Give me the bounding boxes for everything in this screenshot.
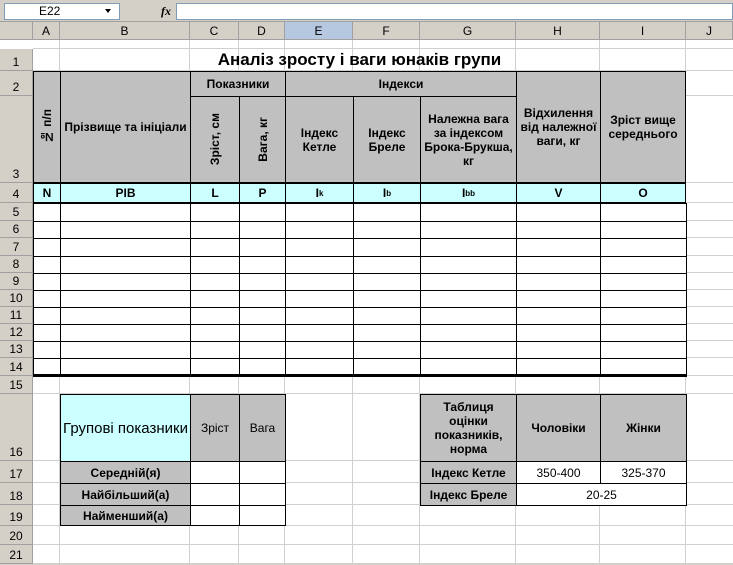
group-row-label: Найменший(а) xyxy=(60,505,191,526)
row-header[interactable]: 12 xyxy=(0,324,33,341)
table-cell[interactable] xyxy=(33,324,61,342)
row-header[interactable]: 4 xyxy=(0,183,33,203)
row-header[interactable]: 5 xyxy=(0,203,33,221)
table-cell[interactable] xyxy=(516,221,601,239)
table-cell[interactable] xyxy=(353,324,421,342)
table-cell[interactable] xyxy=(33,290,61,308)
column-header[interactable]: H xyxy=(516,22,600,40)
code-ib: I b xyxy=(353,183,421,203)
table-cell[interactable] xyxy=(60,221,191,239)
table-cell[interactable] xyxy=(600,341,687,359)
table-cell[interactable] xyxy=(420,290,517,308)
row-header[interactable]: 13 xyxy=(0,341,33,358)
group-col-height: Зріст xyxy=(190,394,240,462)
table-cell[interactable] xyxy=(285,203,354,222)
column-header[interactable]: B xyxy=(60,22,190,40)
row-header[interactable]: 21 xyxy=(0,545,33,564)
table-cell[interactable] xyxy=(33,256,61,274)
table-cell[interactable] xyxy=(600,221,687,239)
header-height: Зріст, см xyxy=(190,96,240,183)
table-cell[interactable] xyxy=(33,307,61,325)
table-cell[interactable] xyxy=(516,290,601,308)
table-cell[interactable] xyxy=(420,256,517,274)
table-cell[interactable] xyxy=(285,307,354,325)
header-indicators: Показники xyxy=(190,71,286,97)
header-ketle: Індекс Кетле xyxy=(285,96,354,183)
row-header[interactable]: 19 xyxy=(0,505,33,526)
table-cell[interactable] xyxy=(285,256,354,274)
norms-ketle-men[interactable]: 350-400 xyxy=(516,461,601,484)
group-row-label: Найбільший(а) xyxy=(60,483,191,506)
code-v: V xyxy=(516,183,601,203)
table-cell[interactable] xyxy=(353,203,421,222)
table-cell[interactable] xyxy=(239,341,286,359)
table-cell[interactable] xyxy=(239,324,286,342)
table-cell[interactable] xyxy=(33,221,61,239)
gridline xyxy=(33,544,733,545)
column-header[interactable]: A xyxy=(33,22,60,40)
table-cell[interactable] xyxy=(420,307,517,325)
header-indices: Індекси xyxy=(285,71,517,97)
table-cell[interactable] xyxy=(516,324,601,342)
table-cell[interactable] xyxy=(420,324,517,342)
table-cell[interactable] xyxy=(285,221,354,239)
norms-men: Чоловіки xyxy=(516,394,601,462)
table-cell[interactable] xyxy=(239,221,286,239)
table-cell[interactable] xyxy=(600,256,687,274)
sheet-title: Аналіз зросту і ваги юнаків групи xyxy=(217,50,502,69)
header-broca: Належна вага за індексом Брока-Брукша, кг xyxy=(420,96,517,183)
table-cell[interactable] xyxy=(420,221,517,239)
row-header[interactable]: 2 xyxy=(0,71,33,96)
fx-icon[interactable]: fx xyxy=(161,4,171,18)
table-cell[interactable] xyxy=(285,238,354,257)
row-header[interactable]: 9 xyxy=(0,273,33,290)
row-header[interactable]: 8 xyxy=(0,256,33,273)
select-all-corner[interactable] xyxy=(0,22,33,40)
group-row-label: Середній(я) xyxy=(60,461,191,484)
code-ik: I k xyxy=(285,183,354,203)
table-cell[interactable] xyxy=(600,273,687,291)
column-header[interactable]: D xyxy=(239,22,285,40)
table-cell[interactable] xyxy=(190,203,240,222)
table-cell[interactable] xyxy=(516,256,601,274)
code-p: P xyxy=(239,183,286,203)
table-cell[interactable] xyxy=(190,341,240,359)
table-cell[interactable] xyxy=(353,221,421,239)
row-header[interactable]: 10 xyxy=(0,290,33,307)
row-header[interactable]: 6 xyxy=(0,221,33,238)
table-cell[interactable] xyxy=(285,273,354,291)
row-header[interactable]: 14 xyxy=(0,358,33,376)
table-cell[interactable] xyxy=(516,273,601,291)
table-cell[interactable] xyxy=(239,273,286,291)
norms-title: Таблиця оцінки показників, норма xyxy=(420,394,517,462)
norms-brele-value[interactable]: 20-25 xyxy=(516,483,687,506)
table-cell[interactable] xyxy=(420,238,517,257)
code-ibb: I bb xyxy=(420,183,517,203)
header-weight: Вага, кг xyxy=(239,96,286,183)
table-cell[interactable] xyxy=(33,203,61,222)
chevron-down-icon[interactable] xyxy=(105,9,111,13)
table-cell[interactable] xyxy=(239,256,286,274)
code-o: O xyxy=(600,183,686,203)
table-cell[interactable] xyxy=(60,307,191,325)
column-header[interactable]: I xyxy=(600,22,686,40)
header-deviation: Відхилення від належної ваги, кг xyxy=(516,71,601,183)
table-cell[interactable] xyxy=(600,290,687,308)
group-cell[interactable] xyxy=(190,483,240,506)
table-cell[interactable] xyxy=(239,203,286,222)
row-header[interactable]: 7 xyxy=(0,238,33,256)
column-header[interactable]: E xyxy=(285,22,353,40)
table-cell[interactable] xyxy=(420,341,517,359)
table-cell[interactable] xyxy=(420,273,517,291)
table-cell[interactable] xyxy=(353,341,421,359)
table-cell[interactable] xyxy=(600,307,687,325)
table-cell[interactable] xyxy=(60,273,191,291)
row-header[interactable]: 16 xyxy=(0,394,33,461)
norms-ketle-label: Індекс Кетле xyxy=(420,461,517,484)
table-cell[interactable] xyxy=(60,290,191,308)
formula-input[interactable] xyxy=(176,3,733,20)
row-header[interactable]: 20 xyxy=(0,526,33,545)
table-cell[interactable] xyxy=(190,238,240,257)
code-l: L xyxy=(190,183,240,203)
row-header[interactable]: 11 xyxy=(0,307,33,324)
row-header[interactable]: 15 xyxy=(0,376,33,394)
table-cell[interactable] xyxy=(190,290,240,308)
table-cell[interactable] xyxy=(516,238,601,257)
table-cell[interactable] xyxy=(239,290,286,308)
table-cell[interactable] xyxy=(285,324,354,342)
group-cell[interactable] xyxy=(190,505,240,526)
row-header[interactable]: 1 xyxy=(0,49,33,71)
group-cell[interactable] xyxy=(239,505,286,526)
table-cell[interactable] xyxy=(60,203,191,222)
table-cell[interactable] xyxy=(353,290,421,308)
table-cell[interactable] xyxy=(33,238,61,257)
table-cell[interactable] xyxy=(353,307,421,325)
name-box-value: E22 xyxy=(39,4,61,18)
header-num: № п/п xyxy=(33,71,61,183)
table-cell[interactable] xyxy=(353,238,421,257)
column-header[interactable]: F xyxy=(353,22,420,40)
name-box[interactable] xyxy=(4,3,120,20)
column-header[interactable]: G xyxy=(420,22,516,40)
header-name: Прізвище та ініціали xyxy=(60,71,191,183)
table-cell[interactable] xyxy=(516,307,601,325)
row-header[interactable]: 17 xyxy=(0,461,33,483)
table-cell[interactable] xyxy=(353,273,421,291)
table-cell[interactable] xyxy=(285,341,354,359)
row-header[interactable]: 3 xyxy=(0,96,33,183)
table-cell[interactable] xyxy=(60,341,191,359)
norms-brele-label: Індекс Бреле xyxy=(420,483,517,506)
column-header[interactable]: C xyxy=(190,22,239,40)
group-col-weight: Вага xyxy=(239,394,286,462)
table-cell[interactable] xyxy=(190,324,240,342)
table-cell[interactable] xyxy=(516,341,601,359)
table-cell[interactable] xyxy=(420,203,517,222)
norms-women: Жінки xyxy=(600,394,687,462)
table-cell[interactable] xyxy=(600,324,687,342)
table-cell[interactable] xyxy=(516,203,601,222)
table-cell[interactable] xyxy=(33,273,61,291)
table-cell[interactable] xyxy=(190,256,240,274)
table-cell[interactable] xyxy=(239,307,286,325)
table-cell[interactable] xyxy=(285,290,354,308)
table-cell[interactable] xyxy=(190,221,240,239)
table-cell[interactable] xyxy=(33,341,61,359)
table-cell[interactable] xyxy=(600,238,687,257)
table-cell[interactable] xyxy=(239,238,286,257)
norms-ketle-women[interactable]: 325-370 xyxy=(600,461,687,484)
table-cell[interactable] xyxy=(600,203,687,222)
table-cell[interactable] xyxy=(353,256,421,274)
table-cell[interactable] xyxy=(60,238,191,257)
group-cell[interactable] xyxy=(239,483,286,506)
code-n: N xyxy=(33,183,61,203)
group-cell[interactable] xyxy=(190,461,240,484)
table-cell[interactable] xyxy=(190,273,240,291)
table-cell[interactable] xyxy=(60,324,191,342)
code-pib: PIB xyxy=(60,183,191,203)
group-title: Групові показники xyxy=(60,394,191,462)
header-above-avg: Зріст вище середнього xyxy=(600,71,686,183)
column-header[interactable]: J xyxy=(686,22,733,40)
group-cell[interactable] xyxy=(239,461,286,484)
header-brele: Індекс Бреле xyxy=(353,96,421,183)
table-cell[interactable] xyxy=(190,307,240,325)
table-bottom-border xyxy=(33,374,686,376)
row-header[interactable]: 18 xyxy=(0,483,33,505)
table-cell[interactable] xyxy=(60,256,191,274)
